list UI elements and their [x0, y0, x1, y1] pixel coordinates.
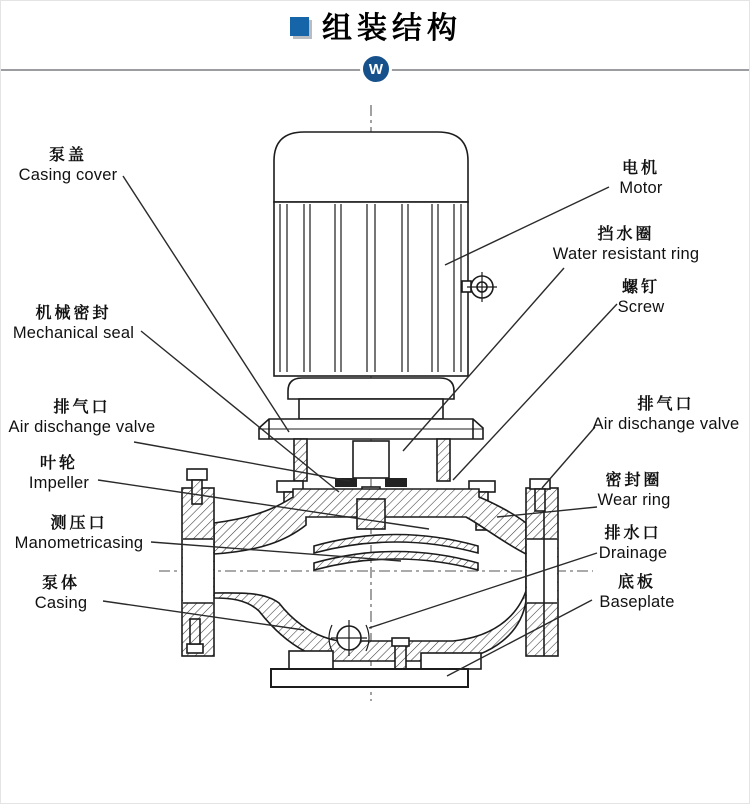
label-drainage: 排水口 Drainage [598, 525, 668, 562]
label-manometric-casing: 测压口 Manometricasing [14, 515, 144, 552]
motor-body [274, 202, 468, 376]
label-water-resistant-ring: 挡水圈 Water resistant ring [552, 226, 700, 263]
leader-screw [453, 304, 617, 480]
label-air-valve-left: 排气口 Air dischange valve [8, 399, 156, 436]
page-title: 组装结构 [322, 12, 462, 45]
brand-w-letter: W [368, 60, 384, 78]
baseplate-shape [271, 669, 468, 687]
leader-air-valve-right [542, 427, 595, 488]
motor-bell [288, 378, 454, 399]
motor-bell-band [299, 399, 443, 419]
anchor-bolt [395, 645, 406, 669]
label-casing: 泵体 Casing [34, 575, 88, 612]
seal-gland-right [385, 478, 407, 487]
foot-pad-left [289, 651, 333, 669]
label-motor: 电机 Motor [619, 160, 663, 197]
label-mechanical-seal: 机械密封 Mechanical seal [12, 305, 135, 342]
shaft-coupling [353, 441, 389, 478]
motor-cap [274, 132, 468, 202]
foot-pad-right [421, 653, 481, 669]
label-air-valve-right: 排气口 Air dischange valve [592, 396, 740, 433]
leader-air-valve-left [134, 442, 350, 481]
label-casing-cover: 泵盖 Casing cover [18, 147, 118, 184]
pump-drawing-group [98, 105, 617, 701]
label-impeller: 叶轮 Impeller [28, 455, 90, 492]
leader-drainage [369, 553, 597, 628]
air-valve-bolt [530, 479, 550, 489]
support-leg-right [437, 439, 450, 481]
label-wear-ring: 密封圈 Wear ring [597, 472, 671, 509]
leader-casing-cover [123, 176, 289, 432]
label-baseplate: 底板 Baseplate [599, 574, 675, 611]
label-screw: 螺钉 Screw [617, 279, 665, 316]
